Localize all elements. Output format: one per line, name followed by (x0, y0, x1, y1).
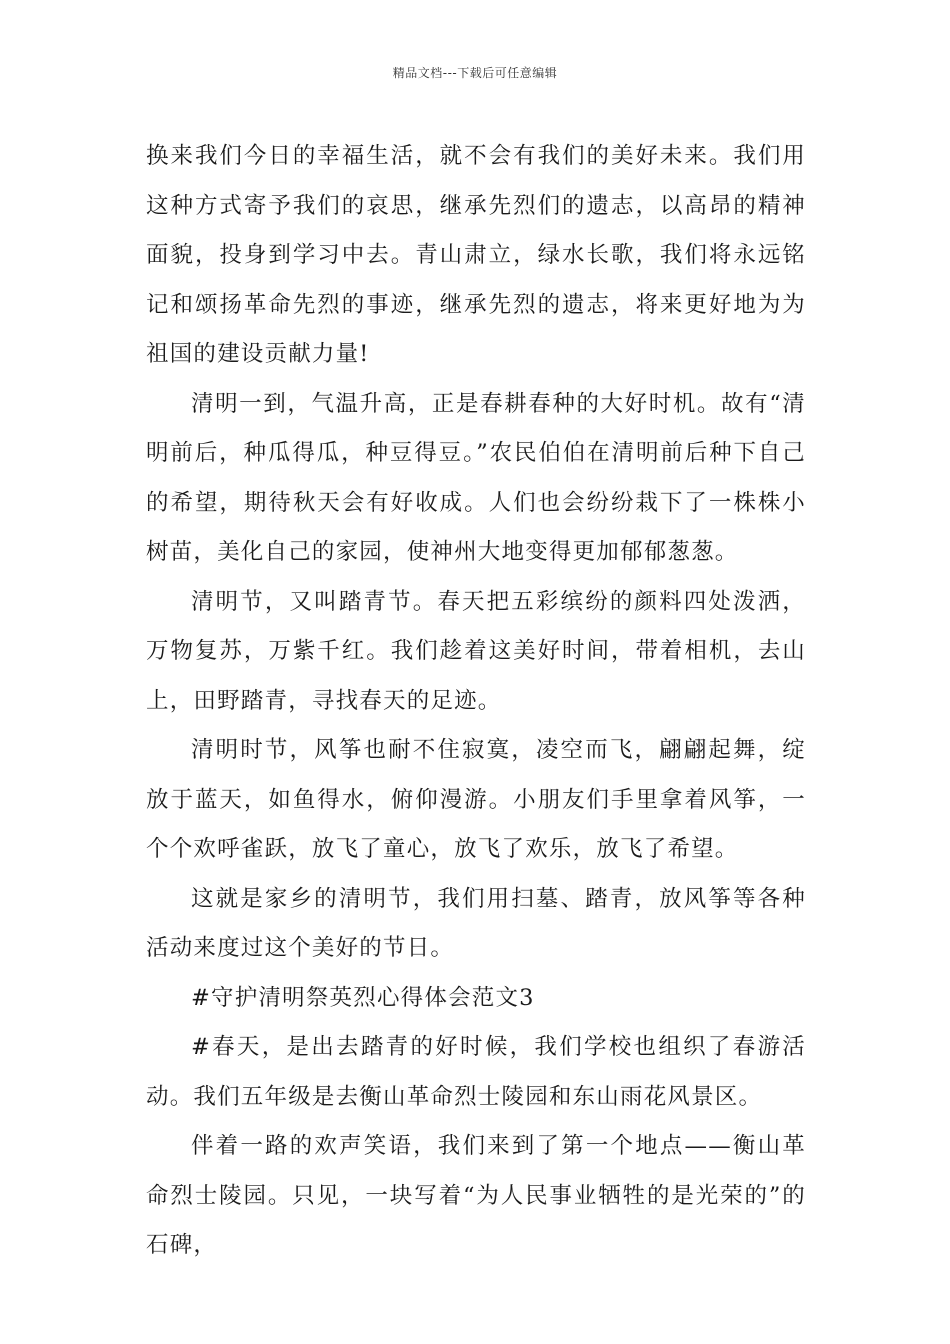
paragraph: 清明一到，气温升高，正是春耕春种的大好时机。故有“清明前后，种瓜得瓜，种豆得豆。”农民伯伯在清明前后种下自己的希望，期待秋天会有好收成。人们也会纷纷栽下了一株株小树苗，美化自己的家园，使神州大地变得更加郁郁葱葱。 (146, 390, 806, 565)
paragraph: 这就是家乡的清明节，我们用扫墓、踏青，放风筝等各种活动来度过这个美好的节日。 (146, 885, 806, 961)
paragraph: 换来我们今日的幸福生活，就不会有我们的美好未来。我们用这种方式寄予我们的哀思，继承先烈们的遗志，以高昂的精神面貌，投身到学习中去。青山肃立，绿水长歌，我们将永远铭记和颂扬革命先烈的事迹，继承先烈的遗志，将来更好地为为祖国的建设贡献力量! (146, 143, 806, 367)
paragraph: 清明时节，风筝也耐不住寂寞，凌空而飞，翩翩起舞，绽放于蓝天，如鱼得水，俯仰漫游。小朋友们手里拿着风筝，一个个欢呼雀跃，放飞了童心，放飞了欢乐，放飞了希望。 (146, 737, 806, 862)
section-heading: #守护清明祭英烈心得体会范文3 (191, 984, 535, 1011)
paragraph: 清明节，又叫踏青节。春天把五彩缤纷的颜料四处泼洒，万物复苏，万紫千红。我们趁着这美好时间，带着相机，去山上，田野踏青，寻找春天的足迹。 (146, 588, 806, 714)
paragraph: 伴着一路的欢声笑语，我们来到了第一个地点——衡山革命烈士陵园。只见，一块写着“为人民事业牺牲的是光荣的”的石碑， (146, 1133, 806, 1258)
paragraph: #春天，是出去踏青的好时候，我们学校也组织了春游活动。我们五年级是去衡山革命烈士陵园和东山雨花风景区。 (146, 1034, 806, 1110)
page-header: 精品文档---下载后可任意编辑 (392, 66, 558, 80)
document-body (146, 132, 806, 1271)
